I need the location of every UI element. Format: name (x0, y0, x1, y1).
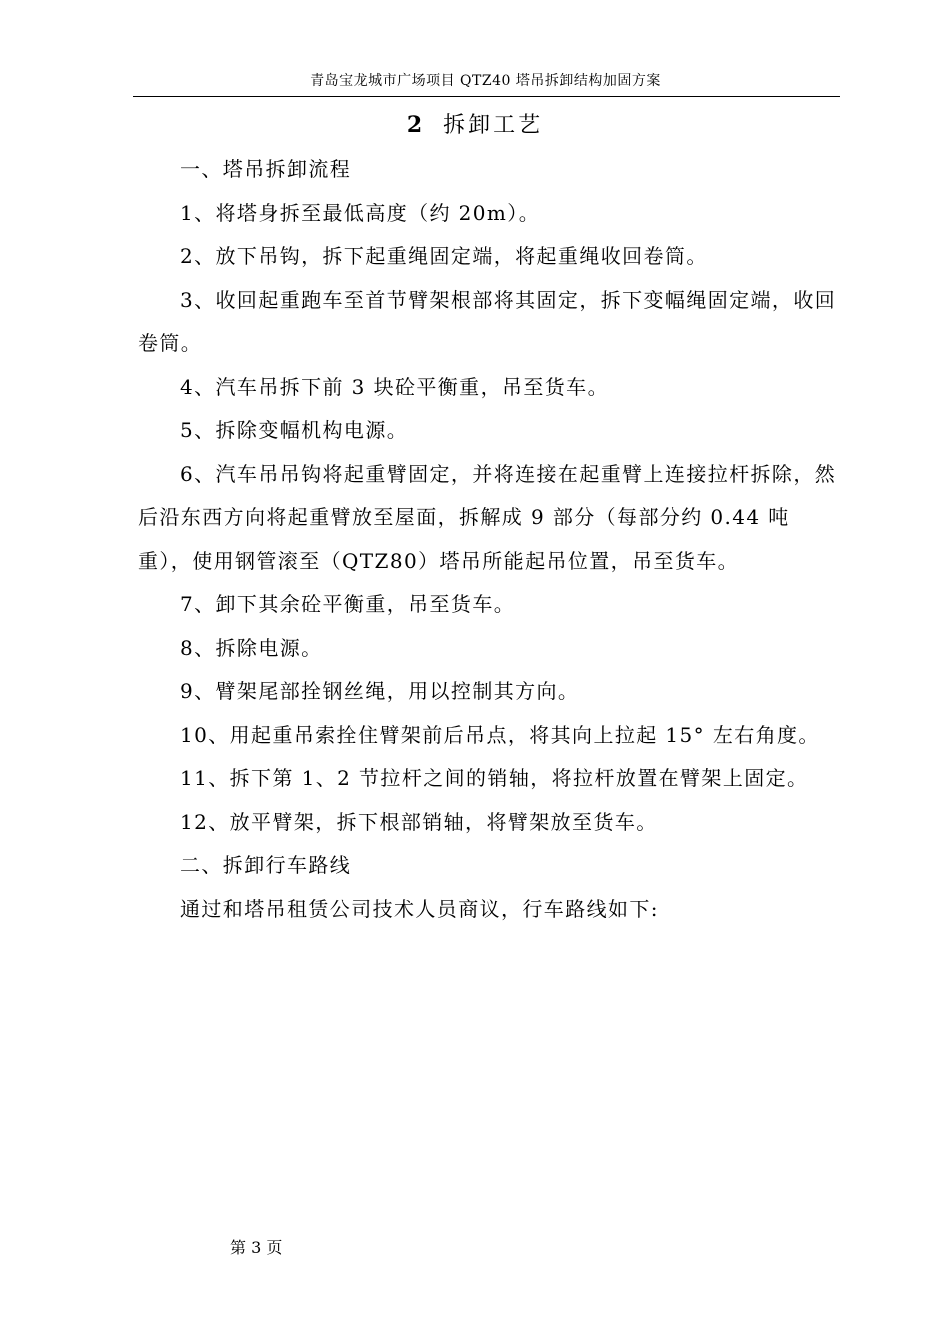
paragraph-step-10: 10、用起重吊索拴住臂架前后吊点，将其向上拉起 15° 左右角度。 (180, 722, 820, 747)
paragraph-step-6: 6、汽车吊吊钩将起重臂固定，并将连接在起重臂上连接拉杆拆除，然后沿东西方向将起重臂放至屋面，拆解成 9 部分（每部分约 0.44 吨重），使用钢管滚至（QTZ80）塔吊所能起吊位置，吊至货车。 (138, 461, 837, 573)
paragraph-step-2: 2、放下吊钩，拆下起重绳固定端，将起重绳收回卷筒。 (180, 244, 708, 268)
body-text (138, 148, 840, 931)
section-number: 2 (406, 112, 426, 138)
paragraph-step-8: 8、拆除电源。 (180, 635, 323, 660)
paragraph-step-1: 1、将塔身拆至最低高度（约 20m）。 (180, 200, 541, 225)
paragraph-step-12: 12、放平臂架，拆下根部销轴，将臂架放至货车。 (180, 809, 658, 834)
paragraph-step-11: 11、拆下第 1、2 节拉杆之间的销轴，将拉杆放置在臂架上固定。 (180, 766, 809, 790)
paragraph-step-9: 9、臂架尾部拴钢丝绳，用以控制其方向。 (180, 679, 580, 703)
section-title (0, 108, 950, 139)
paragraph-heading-2: 二、拆卸行车路线 (180, 853, 352, 877)
page-footer: 第 3 页 (230, 1238, 283, 1257)
section-title-text: 拆卸工艺 (443, 113, 544, 138)
paragraph-route-intro: 通过和塔吊租赁公司技术人员商议，行车路线如下: (180, 896, 659, 921)
paragraph-step-7: 7、卸下其余砼平衡重，吊至货车。 (180, 592, 516, 616)
header-rule (133, 96, 840, 97)
paragraph-heading-1: 一、塔吊拆卸流程 (180, 157, 352, 181)
paragraph-step-3: 3、收回起重跑车至首节臂架根部将其固定，拆下变幅绳固定端，收回卷筒。 (138, 287, 837, 355)
paragraph-step-5: 5、拆除变幅机构电源。 (180, 418, 409, 442)
page-header: 青岛宝龙城市广场项目 QTZ40 塔吊拆卸结构加固方案 (310, 73, 661, 89)
paragraph-step-4: 4、汽车吊拆下前 3 块砼平衡重，吊至货车。 (180, 374, 609, 399)
